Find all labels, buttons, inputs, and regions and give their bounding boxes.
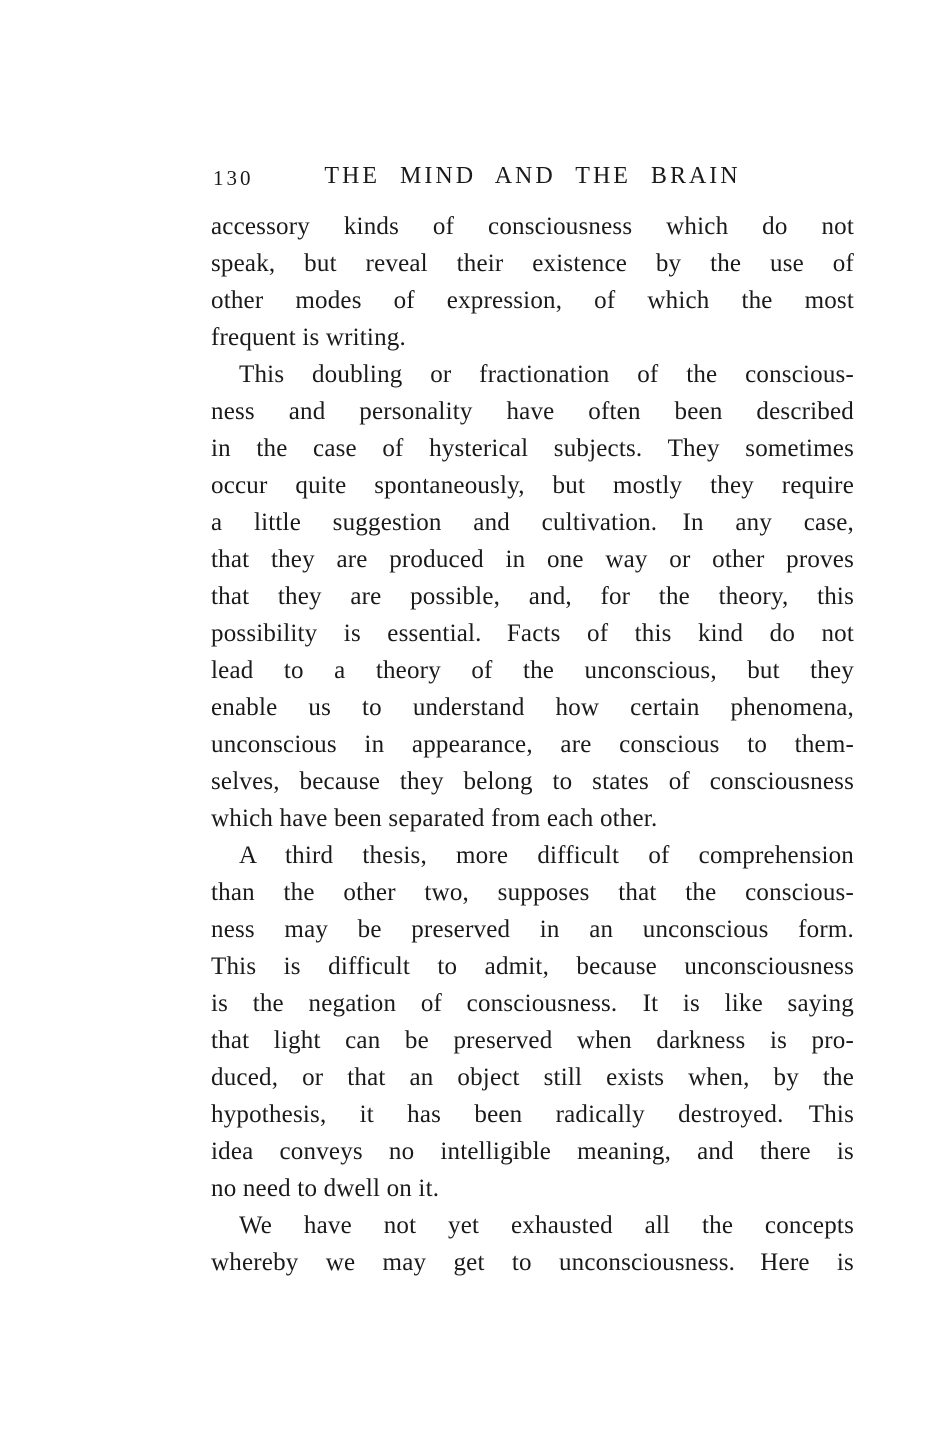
text-line: than the other two, supposes that the conscious- [211, 879, 854, 906]
text-line: frequent is writing. [211, 324, 406, 351]
text-line: occur quite spontaneously, but mostly they require [211, 472, 854, 499]
text-line: lead to a theory of the unconscious, but they [211, 657, 854, 684]
text-line: is the negation of consciousness. It is like saying [211, 990, 854, 1017]
text-line: in the case of hysterical subjects. They sometimes [211, 435, 854, 462]
text-line: enable us to understand how certain phenomena, [211, 694, 854, 721]
text-line: that they are possible, and, for the theory, this [211, 583, 854, 610]
text-line: that they are produced in one way or other proves [211, 546, 854, 573]
text-line: unconscious in appearance, are conscious to them- [211, 731, 854, 758]
text-line: ness may be preserved in an unconscious form. [211, 916, 854, 943]
text-line: which have been separated from each other. [211, 805, 658, 832]
text-line: no need to dwell on it. [211, 1175, 440, 1202]
text-line: that light can be preserved when darkness is pro- [211, 1027, 854, 1054]
text-line: We have not yet exhausted all the concepts [239, 1212, 854, 1239]
running-header-title: THE MIND AND THE BRAIN [324, 163, 741, 189]
text-line: This is difficult to admit, because unconsciousness [211, 953, 854, 980]
text-line: whereby we may get to unconsciousness. Here is [211, 1249, 854, 1276]
text-line: selves, because they belong to states of consciousness [211, 768, 854, 795]
text-line: possibility is essential. Facts of this kind do not [211, 620, 854, 647]
text-line: idea conveys no intelligible meaning, and there is [211, 1138, 854, 1165]
text-line: speak, but reveal their existence by the use of [211, 250, 854, 277]
paragraph [211, 1207, 854, 1281]
text-line: This doubling or fractionation of the conscious- [239, 361, 854, 388]
text-body [211, 208, 854, 1281]
text-line: other modes of expression, of which the most [211, 287, 854, 314]
page-number: 130 [213, 166, 254, 190]
text-line: a little suggestion and cultivation. In any case, [211, 509, 854, 536]
text-line: accessory kinds of consciousness which do not [211, 213, 854, 240]
paragraph [211, 208, 854, 356]
paragraph [211, 837, 854, 1207]
text-line: duced, or that an object still exists when, by the [211, 1064, 854, 1091]
text-line: A third thesis, more difficult of comprehension [239, 842, 854, 869]
running-header [211, 162, 854, 192]
paragraph [211, 356, 854, 837]
text-line: ness and personality have often been described [211, 398, 854, 425]
text-line: hypothesis, it has been radically destroyed. This [211, 1101, 854, 1128]
